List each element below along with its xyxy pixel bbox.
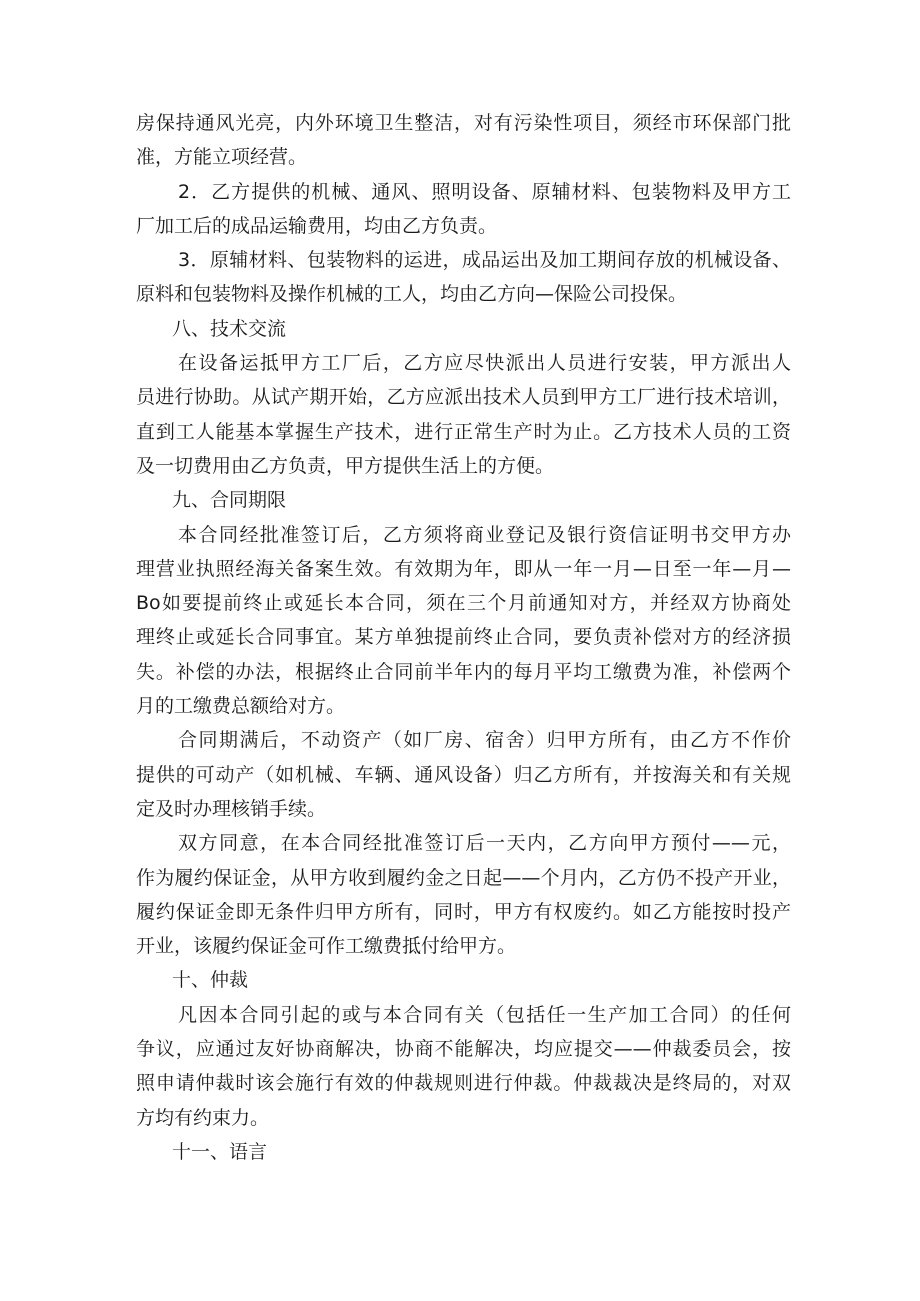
paragraph-line: 履约保证金即无条件归甲方所有，同时，甲方有权废约。如乙方能按时投产 — [136, 900, 791, 923]
paragraph-line: 争议，应通过友好协商解决，协商不能解决，均应提交——仲裁委员会，按 — [136, 1038, 791, 1061]
paragraph-line: 方均有约束力。 — [136, 1106, 270, 1129]
paragraph-line: 本合同经批准签订后，乙方须将商业登记及银行资信证明书交甲方办 — [178, 523, 791, 546]
paragraph-line: 3．原辅材料、包装物料的运进，成品运出及加工期间存放的机械设备、 — [178, 249, 791, 272]
paragraph-line: 厂加工后的成品运输费用，均由乙方负责。 — [136, 214, 498, 237]
paragraph-line: 及一切费用由乙方负责，甲方提供生活上的方便。 — [136, 454, 555, 477]
paragraph-line: 提供的可动产（如机械、车辆、通风设备）归乙方所有，并按海关和有关规 — [136, 763, 791, 786]
paragraph-line: 失。补偿的办法，根据终止合同前半年内的每月平均工缴费为准，补偿两个 — [136, 660, 791, 683]
paragraph-line: 2．乙方提供的机械、通风、照明设备、原辅材料、包装物料及甲方工 — [178, 180, 791, 203]
paragraph-line: 定及时办理核销手续。 — [136, 797, 327, 820]
paragraph-line: Bo如要提前终止或延长本合同，须在三个月前通知对方，并经双方协商处 — [136, 592, 791, 615]
section-heading: 十、仲裁 — [172, 969, 249, 992]
paragraph-line: 理终止或延长合同事宜。某方单独提前终止合同，要负责补偿对方的经济损 — [136, 626, 791, 649]
paragraph-line: 月的工缴费总额给对方。 — [136, 695, 346, 718]
paragraph-line: 准，方能立项经营。 — [136, 146, 308, 169]
section-heading: 十一、语言 — [172, 1140, 268, 1163]
paragraph-line: 直到工人能基本掌握生产技术，进行正常生产时为止。乙方技术人员的工资 — [136, 420, 791, 443]
document-body — [136, 106, 791, 1169]
paragraph-line: 作为履约保证金，从甲方收到履约金之日起——个月内，乙方仍不投产开业， — [136, 866, 791, 889]
paragraph-line: 原料和包装物料及操作机械的工人，均由乙方向—保险公司投保。 — [136, 283, 688, 306]
paragraph-line: 理营业执照经海关备案生效。有效期为年，即从一年一月—日至一年—月— — [136, 557, 791, 580]
paragraph-line: 房保持通风光亮，内外环境卫生整洁，对有污染性项目，须经市环保部门批 — [136, 112, 791, 134]
paragraph-line: 凡因本合同引起的或与本合同有关（包括任一生产加工合同）的任何 — [178, 1003, 791, 1026]
paragraph-line: 合同期满后，不动资产（如厂房、宿舍）归甲方所有，由乙方不作价 — [178, 729, 791, 752]
paragraph-line: 员进行协助。从试产期开始，乙方应派出技术人员到甲方工厂进行技术培训， — [136, 386, 791, 409]
section-heading: 八、技术交流 — [172, 317, 287, 340]
paragraph-line: 在设备运抵甲方工厂后，乙方应尽快派出人员进行安装，甲方派出人 — [178, 352, 791, 375]
paragraph-line: 双方同意，在本合同经批准签订后一天内，乙方向甲方预付——元， — [178, 832, 791, 855]
section-heading: 九、合同期限 — [172, 489, 287, 512]
paragraph-line: 照申请仲裁时该会施行有效的仲裁规则进行仲裁。仲裁裁决是终局的，对双 — [136, 1072, 791, 1095]
paragraph-line: 开业，该履约保证金可作工缴费抵付给甲方。 — [136, 935, 517, 958]
